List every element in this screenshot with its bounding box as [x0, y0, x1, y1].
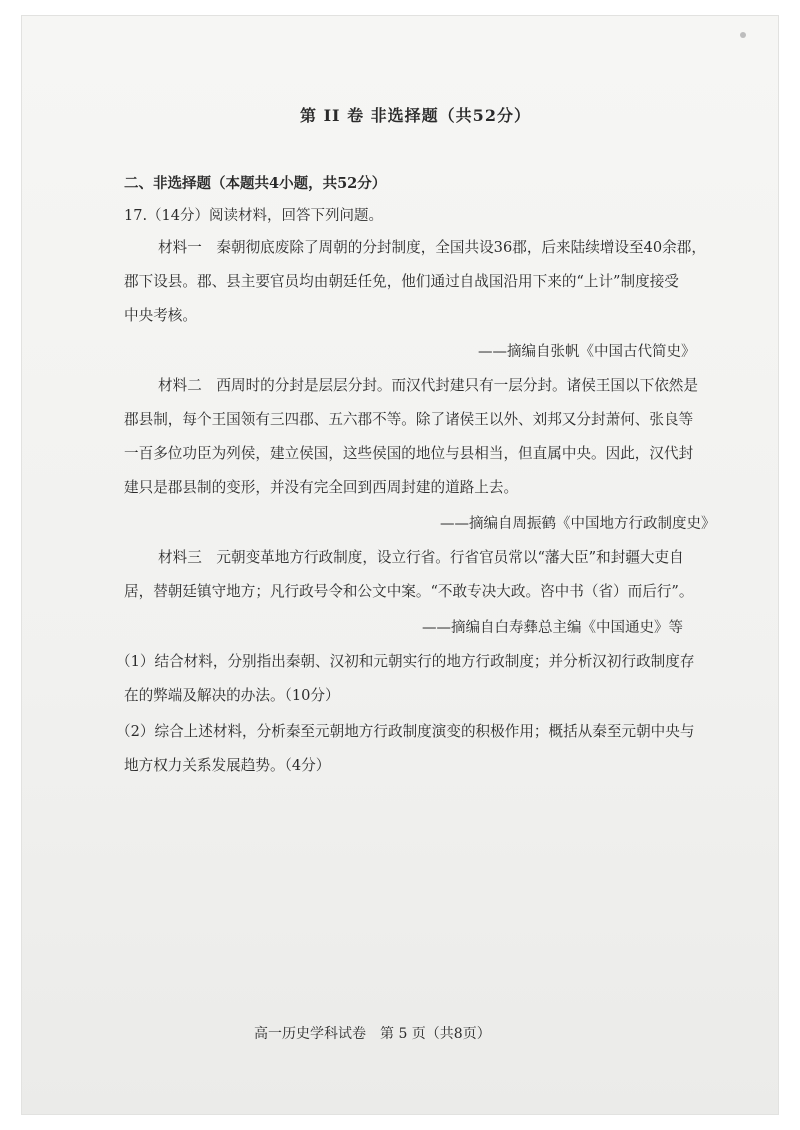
subquestion-2-line-1: （2）综合上述材料，分析秦至元朝地方行政制度演变的积极作用；概括从秦至元朝中央与	[116, 723, 695, 740]
material-1-source: ——摘编自张帆《中国古代简史》	[478, 344, 696, 360]
section-heading: 二、非选择题（本题共4小题，共52分）	[124, 175, 387, 192]
page-title: 第 II 卷 非选择题（共52分）	[300, 106, 531, 125]
material-1-line-1: 材料一 秦朝彻底废除了周朝的分封制度，全国共设36郡，后来陆续增设至40余郡，	[158, 239, 706, 256]
material-3-line-2: 居，替朝廷镇守地方；凡行政号令和公文中案。“不敢专决大政。咨中书（省）而后行”。	[124, 583, 694, 600]
page-footer: 高一历史学科试卷 第 5 页（共8页）	[254, 1026, 491, 1042]
material-1-line-3: 中央考核。	[124, 307, 197, 324]
subquestion-2-line-2: 地方权力关系发展趋势。（4分）	[124, 757, 331, 774]
material-2-line-3: 一百多位功臣为列侯，建立侯国，这些侯国的地位与县相当，但直属中央。因此，汉代封	[124, 445, 694, 462]
material-1-line-2: 郡下设县。郡、县主要官员均由朝廷任免，他们通过自战国沿用下来的“上计”制度接受	[124, 273, 679, 290]
material-2-line-4: 建只是郡县制的变形，并没有完全回到西周封建的道路上去。	[124, 479, 519, 496]
page-speck	[740, 32, 746, 38]
material-2-line-2: 郡县制，每个王国领有三四郡、五六郡不等。除了诸侯王以外、刘邦又分封萧何、张良等	[124, 411, 694, 428]
material-2-line-1: 材料二 西周时的分封是层层分封。而汉代封建只有一层分封。诸侯王国以下依然是	[158, 377, 698, 394]
question-stem: 17.（14分）阅读材料，回答下列问题。	[124, 208, 384, 224]
subquestion-1-line-1: （1）结合材料，分别指出秦朝、汉初和元朝实行的地方行政制度；并分析汉初行政制度存	[116, 653, 695, 670]
material-3-line-1: 材料三 元朝变革地方行政制度，设立行省。行省官员常以“藩大臣”和封疆大吏自	[158, 549, 684, 566]
material-2-source: ——摘编自周振鹤《中国地方行政制度史》	[440, 516, 716, 532]
material-3-source: ——摘编自白寿彝总主编《中国通史》等	[422, 620, 683, 636]
subquestion-1-line-2: 在的弊端及解决的办法。（10分）	[124, 687, 340, 704]
